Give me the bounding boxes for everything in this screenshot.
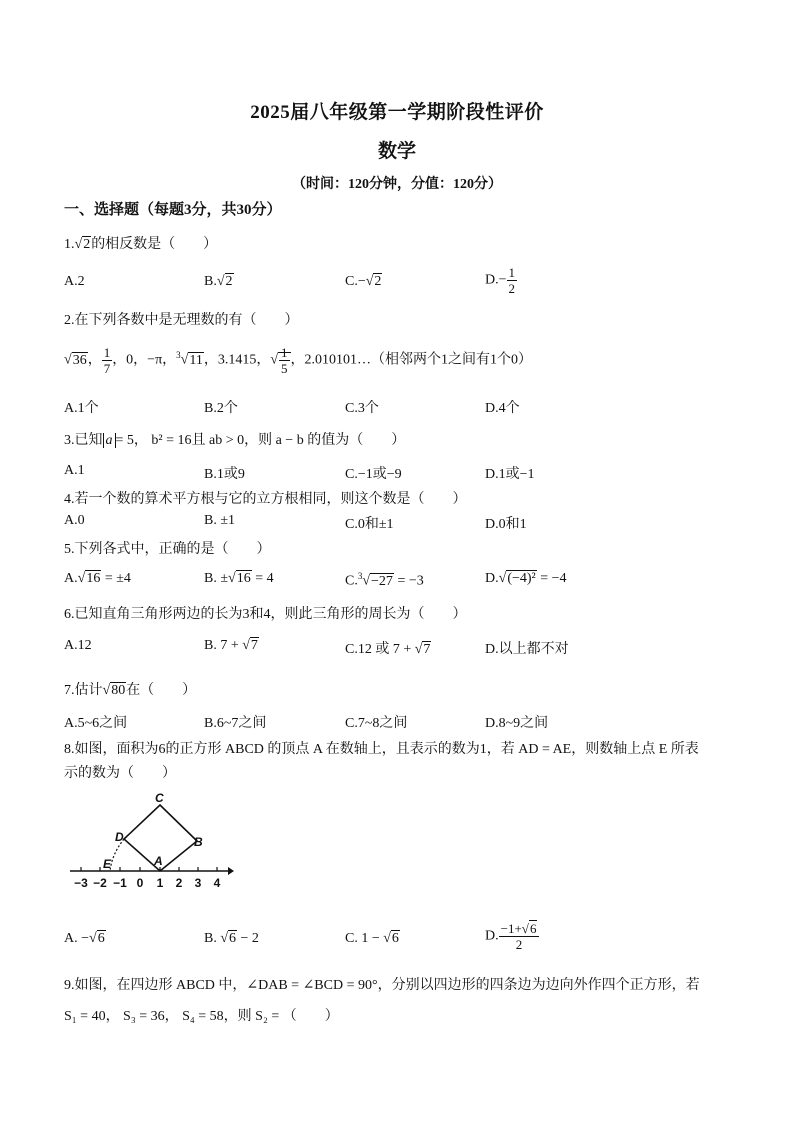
q7-option-b: B.6~7之间 xyxy=(204,716,267,731)
label-d: D xyxy=(115,830,124,844)
q1-option-d: D.− $\frac{1}{2}$ xyxy=(485,265,516,296)
question-8-line1: 8.如图，面积为6的正方形 ABCD 的顶点 A 在数轴上，且表示的数为1，若 AD = AE，则数轴上点 E 所表 xyxy=(64,742,699,757)
number-line-arrow xyxy=(228,867,234,875)
q4-option-a: A.0 xyxy=(64,513,85,528)
q3-option-d: D.1或−1 xyxy=(485,467,535,482)
question-8-line2: 示的数为（ ） xyxy=(64,766,176,781)
exam-info: （时间：120分钟，分值：120分） xyxy=(292,177,502,192)
q2-option-b: B.2个 xyxy=(204,401,238,416)
question-9-line2: S₁ = 40， S₃ = 36， S₄ = 58，则 S₂ = （ ） xyxy=(64,1009,339,1024)
question-3-stem: 3.已知 a = 5， b² = 16且 ab > 0，则 a − b 的值为（ ） xyxy=(64,433,406,448)
tick-0: 0 xyxy=(136,876,144,890)
tick-2: 2 xyxy=(175,876,183,890)
question-4-stem: 4.若一个数的算术平方根与它的立方根相同，则这个数是（ ） xyxy=(64,492,467,507)
q1-option-b: B.√2 xyxy=(204,274,233,289)
tick-neg3: −3 xyxy=(74,876,88,890)
label-e: E xyxy=(103,857,112,871)
label-c: C xyxy=(155,792,164,805)
q5-option-c: C.$^3$√−27 = −3 xyxy=(345,571,424,589)
q3-option-a: A.1 xyxy=(64,463,85,478)
question-5-stem: 5.下列各式中，正确的是（ ） xyxy=(64,542,271,557)
page-title: 2025届八年级第一学期阶段性评价 xyxy=(250,102,544,123)
q7-option-a: A.5~6之间 xyxy=(64,716,128,731)
q6-option-d: D.以上都不对 xyxy=(485,642,569,657)
question-6-stem: 6.已知直角三角形两边的长为3和4，则此三角形的周长为（ ） xyxy=(64,607,467,622)
q1-option-a: A.2 xyxy=(64,274,85,289)
question-2-numbers: √36， $\frac{1}{7}$ ，0，−π，$^3$√11，3.1415，√ $\frac{1}{5}$ ，2.010101…（相邻两个1之间有1个0） xyxy=(64,345,533,376)
q8-option-b: B. √6 − 2 xyxy=(204,931,259,946)
question-7-stem: 7.估计√80在（ ） xyxy=(64,683,197,698)
q2-option-d: D.4个 xyxy=(485,401,520,416)
q3-option-b: B.1或9 xyxy=(204,467,245,482)
q6-option-c: C.12 或 7 + √7 xyxy=(345,642,431,657)
q2-option-c: C.3个 xyxy=(345,401,379,416)
q7-option-c: C.7~8之间 xyxy=(345,716,408,731)
q5-option-a: A.√16 = ±4 xyxy=(64,571,131,586)
q4-option-c: C.0和±1 xyxy=(345,517,394,532)
tick-1: 1 xyxy=(156,876,164,890)
q8-option-d: D. $\frac{-1+√6}{2}$ xyxy=(485,921,539,952)
tick-4: 4 xyxy=(213,876,221,890)
q1-option-c: C.−√2 xyxy=(345,274,382,289)
question-1-stem: 1.√2的相反数是（ ） xyxy=(64,237,218,252)
label-a: A xyxy=(154,854,163,868)
q8-option-c: C. 1 − √6 xyxy=(345,931,399,946)
q8-figure xyxy=(66,792,236,892)
subject-title: 数学 xyxy=(377,141,416,162)
q5-option-b: B. ±√16 = 4 xyxy=(204,571,274,586)
section-title: 一、选择题（每题3分，共30分） xyxy=(64,202,282,218)
tick-neg1: −1 xyxy=(113,876,127,890)
q5-option-d: D.√(−4)² = −4 xyxy=(485,571,567,586)
q6-option-a: A.12 xyxy=(64,638,92,653)
question-2-stem: 2.在下列各数中是无理数的有（ ） xyxy=(64,313,299,328)
tick-neg2: −2 xyxy=(93,876,107,890)
q4-option-d: D.0和1 xyxy=(485,517,527,532)
q3-option-c: C.−1或−9 xyxy=(345,467,402,482)
label-b: B xyxy=(194,835,203,849)
q7-option-d: D.8~9之间 xyxy=(485,716,549,731)
q4-option-b: B. ±1 xyxy=(204,513,236,528)
question-9-line1: 9.如图，在四边形 ABCD 中，∠DAB = ∠BCD = 90°，分别以四边形的四条边为边向外作四个正方形，若 xyxy=(64,978,700,993)
tick-3: 3 xyxy=(194,876,202,890)
q6-option-b: B. 7 + √7 xyxy=(204,638,258,653)
q8-option-a: A. −√6 xyxy=(64,931,105,946)
q2-option-a: A.1个 xyxy=(64,401,99,416)
